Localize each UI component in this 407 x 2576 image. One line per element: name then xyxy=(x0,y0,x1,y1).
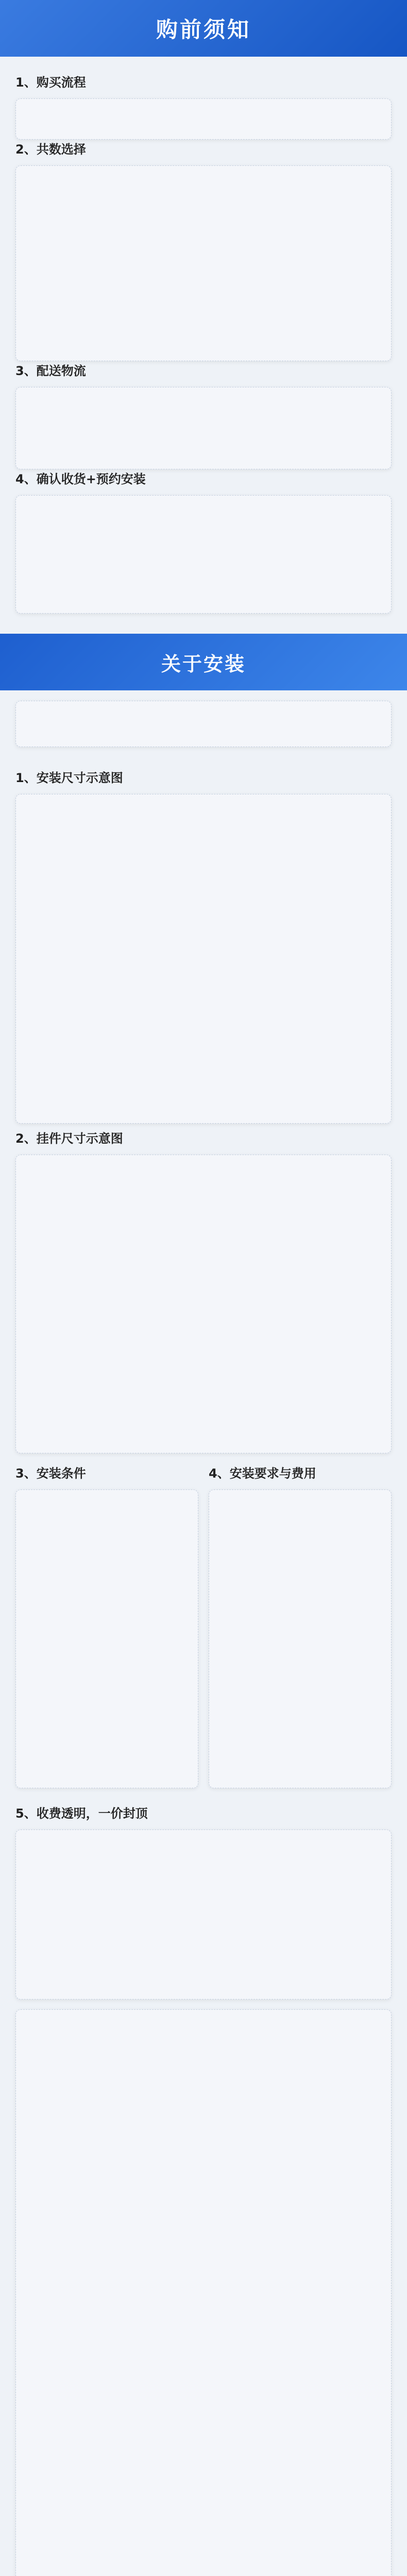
fee-table xyxy=(15,2009,392,2576)
page-title: 购前须知 xyxy=(156,17,251,42)
header-banner xyxy=(0,0,407,57)
capacity-section xyxy=(15,139,392,361)
section-title: 5、收费透明，一价封顶 xyxy=(15,1806,148,1821)
section-title: 3、配送物流 xyxy=(15,364,86,378)
receipt-cards xyxy=(15,495,392,614)
purchase-flow-section xyxy=(15,72,392,140)
requirements-content xyxy=(209,1489,392,1788)
install-size-diagram xyxy=(15,794,392,1124)
section-title: 4、确认收货+预约安装 xyxy=(15,472,146,486)
section-title: 1、购买流程 xyxy=(15,75,86,90)
fee-section xyxy=(15,1803,392,1999)
about-install-title: 关于安装 xyxy=(161,652,246,675)
install-conditions-row xyxy=(15,1463,392,1788)
section-title: 1、安装尺寸示意图 xyxy=(15,771,123,785)
install-size-section xyxy=(15,768,392,1124)
hanger-size-section xyxy=(15,1128,392,1453)
install-requirements xyxy=(209,1463,392,1788)
hanger-size-diagram xyxy=(15,1155,392,1453)
delivery-text xyxy=(15,387,392,469)
capacity-table xyxy=(15,165,392,361)
fee-table-section xyxy=(15,2009,392,2576)
section-title: 2、挂件尺寸示意图 xyxy=(15,1131,123,1146)
section-title: 3、安装条件 xyxy=(15,1466,86,1481)
conditions-content xyxy=(15,1489,198,1788)
intro-text xyxy=(15,701,392,747)
receipt-section xyxy=(15,469,392,614)
about-install-intro xyxy=(15,701,392,747)
about-install-band xyxy=(0,634,407,690)
install-conditions xyxy=(15,1463,198,1788)
delivery-section xyxy=(15,361,392,469)
section-title: 2、共数选择 xyxy=(15,142,86,157)
purchase-flow-steps xyxy=(15,98,392,140)
fee-overview xyxy=(15,1829,392,1999)
section-title: 4、安装要求与费用 xyxy=(209,1466,316,1481)
